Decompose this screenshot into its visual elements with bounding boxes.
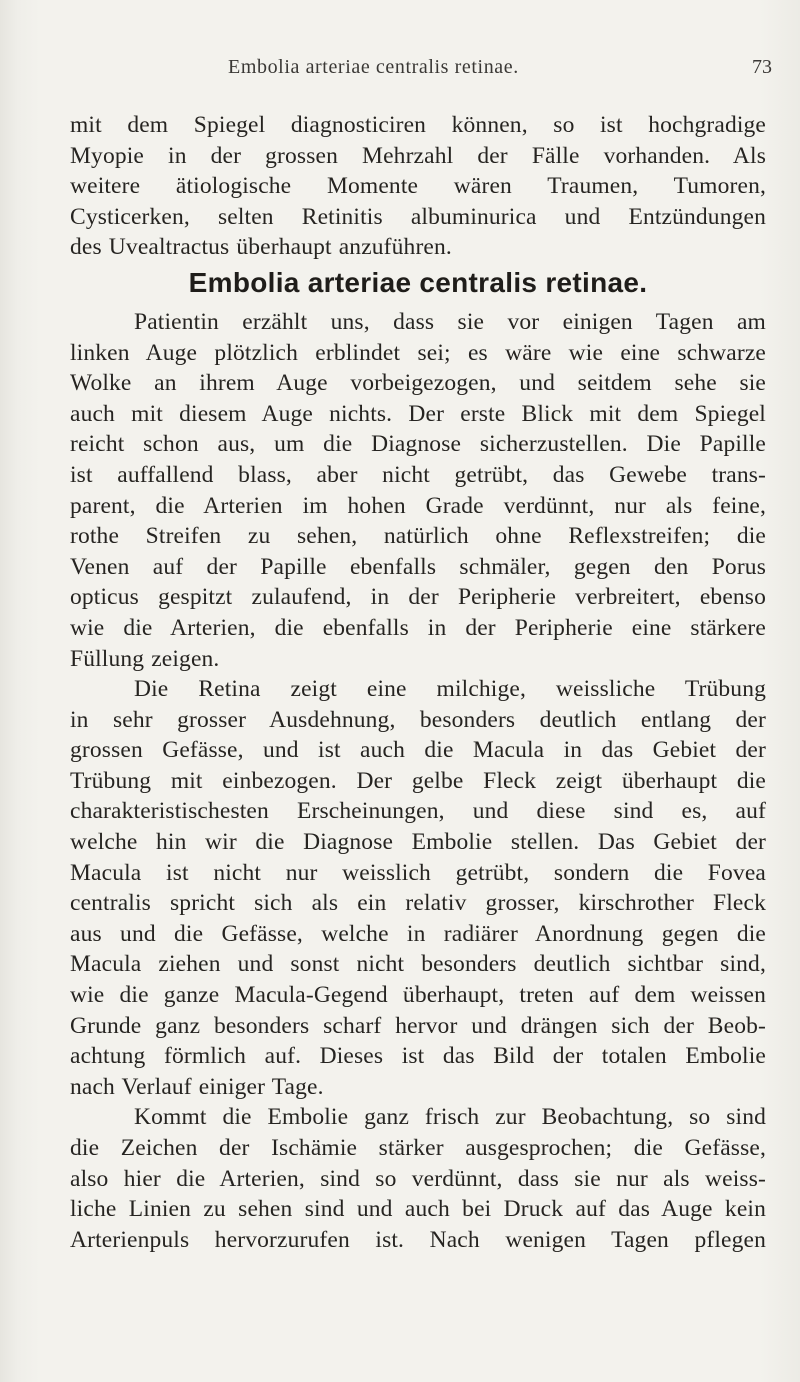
text-line: Die Retina zeigt eine milchige, weissliche Trübung [134,676,766,703]
text-line: ist auffallend blass, aber nicht getrübt, das Gewebe trans- [70,461,766,488]
page-number: 73 [752,56,772,78]
text-line: Macula ziehen und sonst nicht besonders deutlich sichtbar sind, [70,951,766,978]
paragraph-2 [70,674,766,1102]
text-line: Cysticerken, selten Retinitis albuminurica und Entzündungen [70,203,766,230]
text-line: Macula ist nicht nur weisslich getrübt, sondern die Fovea [70,859,766,886]
text-line: mit dem Spiegel diagnosticiren können, so ist hochgradige [70,112,766,138]
text-line: also hier die Arterien, sind so verdünnt, dass sie nur als weiss- [70,1165,766,1192]
text-line: weitere ätiologische Momente wären Traumen, Tumoren, [70,173,766,200]
text-line: nach Verlauf einiger Tage. [70,1073,324,1100]
text-line: rothe Streifen zu sehen, natürlich ohne Reflexstreifen; die [70,523,766,550]
paragraph-1 [70,307,766,674]
text-line: Grunde ganz besonders scharf hervor und drängen sich der Beob- [70,1012,766,1039]
text-line: Füllung zeigen. [70,645,220,672]
text-line: in sehr grosser Ausdehnung, besonders deutlich entlang der [70,706,766,733]
text-line: aus und die Gefässe, welche in radiärer Anordnung gegen die [70,920,766,947]
text-line: wie die ganze Macula-Gegend überhaupt, treten auf dem weissen [70,982,766,1009]
running-head-title: Embolia arteriae centralis retinae. [228,56,519,78]
text-line: charakteristischesten Erscheinungen, und diese sind es, auf [70,798,766,825]
text-line: auch mit diesem Auge nichts. Der erste Blick mit dem Spiegel [70,400,766,427]
text-line: wie die Arterien, die ebenfalls in der Peripherie eine stärkere [70,614,766,641]
text-line: achtung förmlich auf. Dieses ist das Bild der totalen Embolie [70,1043,766,1070]
text-line: grossen Gefässe, und ist auch die Macula in das Gebiet der [70,737,766,764]
text-line: Wolke an ihrem Auge vorbeigezogen, und seitdem sehe sie [70,370,766,397]
text-line: centralis spricht sich als ein relativ grosser, kirschrother Fleck [70,890,766,917]
text-line: Venen auf der Papille ebenfalls schmäler, gegen den Porus [70,553,766,580]
text-line: reicht schon aus, um die Diagnose sicherzustellen. Die Papille [70,431,766,458]
text-line: parent, die Arterien im hohen Grade verdünnt, nur als feine, [70,492,766,519]
text-line: opticus gespitzt zulaufend, in der Peripherie verbreitert, ebenso [70,584,766,611]
text-line: die Zeichen der Ischämie stärker ausgesprochen; die Gefässe, [70,1135,766,1161]
text-line: Myopie in der grossen Mehrzahl der Fälle vorhanden. Als [70,142,766,169]
running-head [0,56,800,86]
text-line: linken Auge plötzlich erblindet sei; es wäre wie eine schwarze [70,339,766,366]
paragraph-3 [70,1102,766,1255]
intro-paragraph [70,110,766,263]
text-line: des Uvealtractus überhaupt anzuführen. [70,234,452,261]
text-line: Patientin erzählt uns, dass sie vor einigen Tagen am [134,308,766,335]
text-line: liche Linien zu sehen sind und auch bei Druck auf das Auge kein [70,1196,766,1223]
text-line: welche hin wir die Diagnose Embolie stellen. Das Gebiet der [70,829,766,856]
section-heading: Embolia arteriae centralis retinae. [188,266,648,298]
text-line: Kommt die Embolie ganz frisch zur Beobachtung, so sind [134,1104,766,1131]
text-line: Trübung mit einbezogen. Der gelbe Fleck zeigt überhaupt die [70,767,766,794]
body-text [70,110,766,1255]
text-line: Arterienpuls hervorzurufen ist. Nach wenigen Tagen pflegen [70,1226,766,1253]
